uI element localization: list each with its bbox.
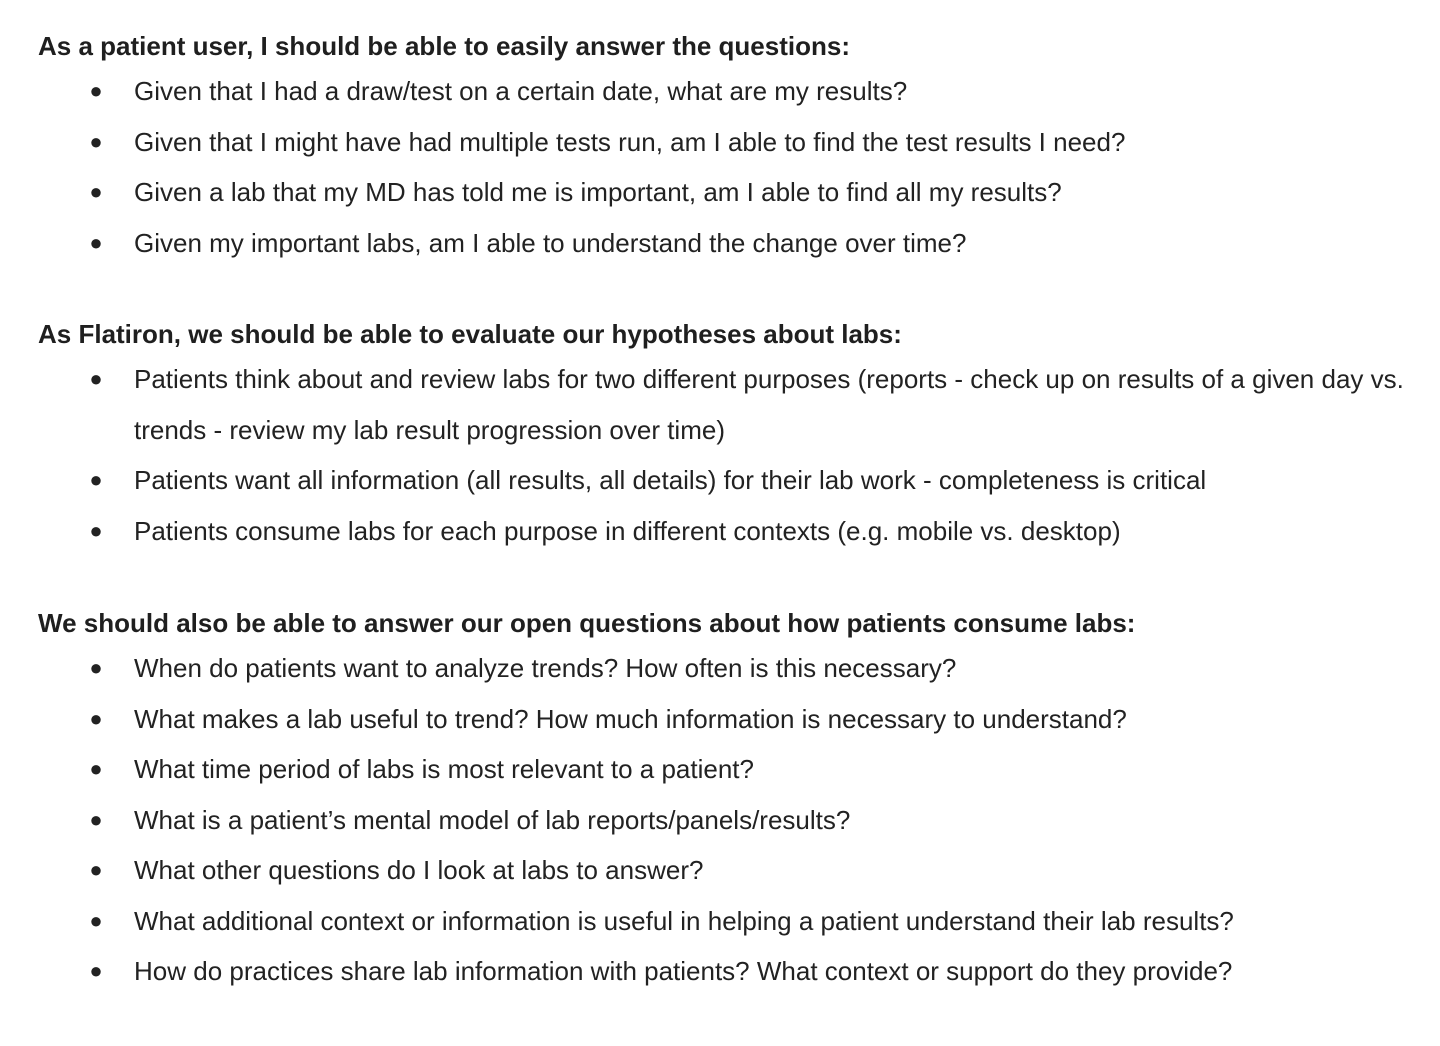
bullet-icon: ●: [89, 806, 103, 832]
list-item-text: Patients think about and review labs for two different purposes (reports - check up on results of a given day vs. trends - review my lab result progression over time): [134, 364, 1404, 445]
list-item: [38, 946, 1418, 997]
list-item-text: What other questions do I look at labs to answer?: [134, 855, 704, 885]
open-questions-list: [38, 643, 1418, 997]
list-item-text: What is a patient’s mental model of lab reports/panels/results?: [134, 804, 851, 835]
section-spacer: [38, 556, 1418, 604]
section-heading-open-questions: We should also be able to answer our open questions about how patients consume labs:: [38, 608, 1136, 638]
bullet-icon: ●: [89, 907, 103, 933]
section-spacer: [38, 268, 1418, 315]
list-item: [38, 455, 1418, 506]
section-heading-hypotheses: As Flatiron, we should be able to evaluate our hypotheses about labs:: [38, 319, 902, 349]
list-item-text: Patients want all information (all results, all details) for their lab work - completeness is critical: [134, 465, 1207, 495]
list-item-text: Given that I had a draw/test on a certain date, what are my results?: [134, 76, 908, 106]
patient-questions-list: [38, 66, 1418, 268]
list-item: [38, 694, 1418, 745]
list-item: [38, 117, 1418, 168]
bullet-icon: ●: [89, 517, 103, 543]
list-item: [38, 744, 1418, 795]
bullet-icon: ●: [89, 958, 103, 983]
list-item: [38, 354, 1418, 455]
list-item-text: Patients consume labs for each purpose in different contexts (e.g. mobile vs. desktop): [134, 515, 1121, 546]
bullet-icon: ●: [89, 78, 103, 103]
bullet-icon: ●: [89, 655, 103, 680]
list-item: [38, 845, 1418, 896]
bullet-icon: ●: [89, 705, 103, 731]
bullet-icon: ●: [89, 366, 103, 391]
bullet-icon: ●: [89, 756, 103, 781]
list-item: [38, 167, 1418, 218]
bullet-icon: ●: [89, 467, 103, 492]
list-item-text: Given that I might have had multiple tests run, am I able to find the test results I need?: [134, 126, 1126, 157]
bullet-icon: ●: [89, 857, 103, 882]
list-item: [38, 795, 1418, 846]
document-body: [38, 27, 1418, 997]
list-item: [38, 896, 1418, 947]
list-item-text: Given a lab that my MD has told me is important, am I able to find all my results?: [134, 177, 1062, 207]
list-item-text: When do patients want to analyze trends? How often is this necessary?: [134, 653, 957, 683]
list-item: [38, 506, 1418, 557]
list-item-text: What time period of labs is most relevant to a patient?: [134, 754, 754, 784]
list-item: [38, 643, 1418, 694]
bullet-icon: ●: [89, 229, 103, 255]
list-item-text: What additional context or information is useful in helping a patient understand their lab results?: [134, 905, 1234, 936]
list-item-text: How do practices share lab information with patients? What context or support do they provide?: [134, 956, 1233, 986]
bullet-icon: ●: [89, 128, 103, 154]
list-item: [38, 218, 1418, 269]
list-item-text: What makes a lab useful to trend? How much information is necessary to understand?: [134, 703, 1127, 734]
list-item: [38, 66, 1418, 117]
list-item-text: Given my important labs, am I able to understand the change over time?: [134, 227, 967, 258]
bullet-icon: ●: [89, 179, 103, 204]
section-heading-patient-user: As a patient user, I should be able to easily answer the questions:: [38, 31, 850, 61]
hypotheses-list: [38, 354, 1418, 556]
